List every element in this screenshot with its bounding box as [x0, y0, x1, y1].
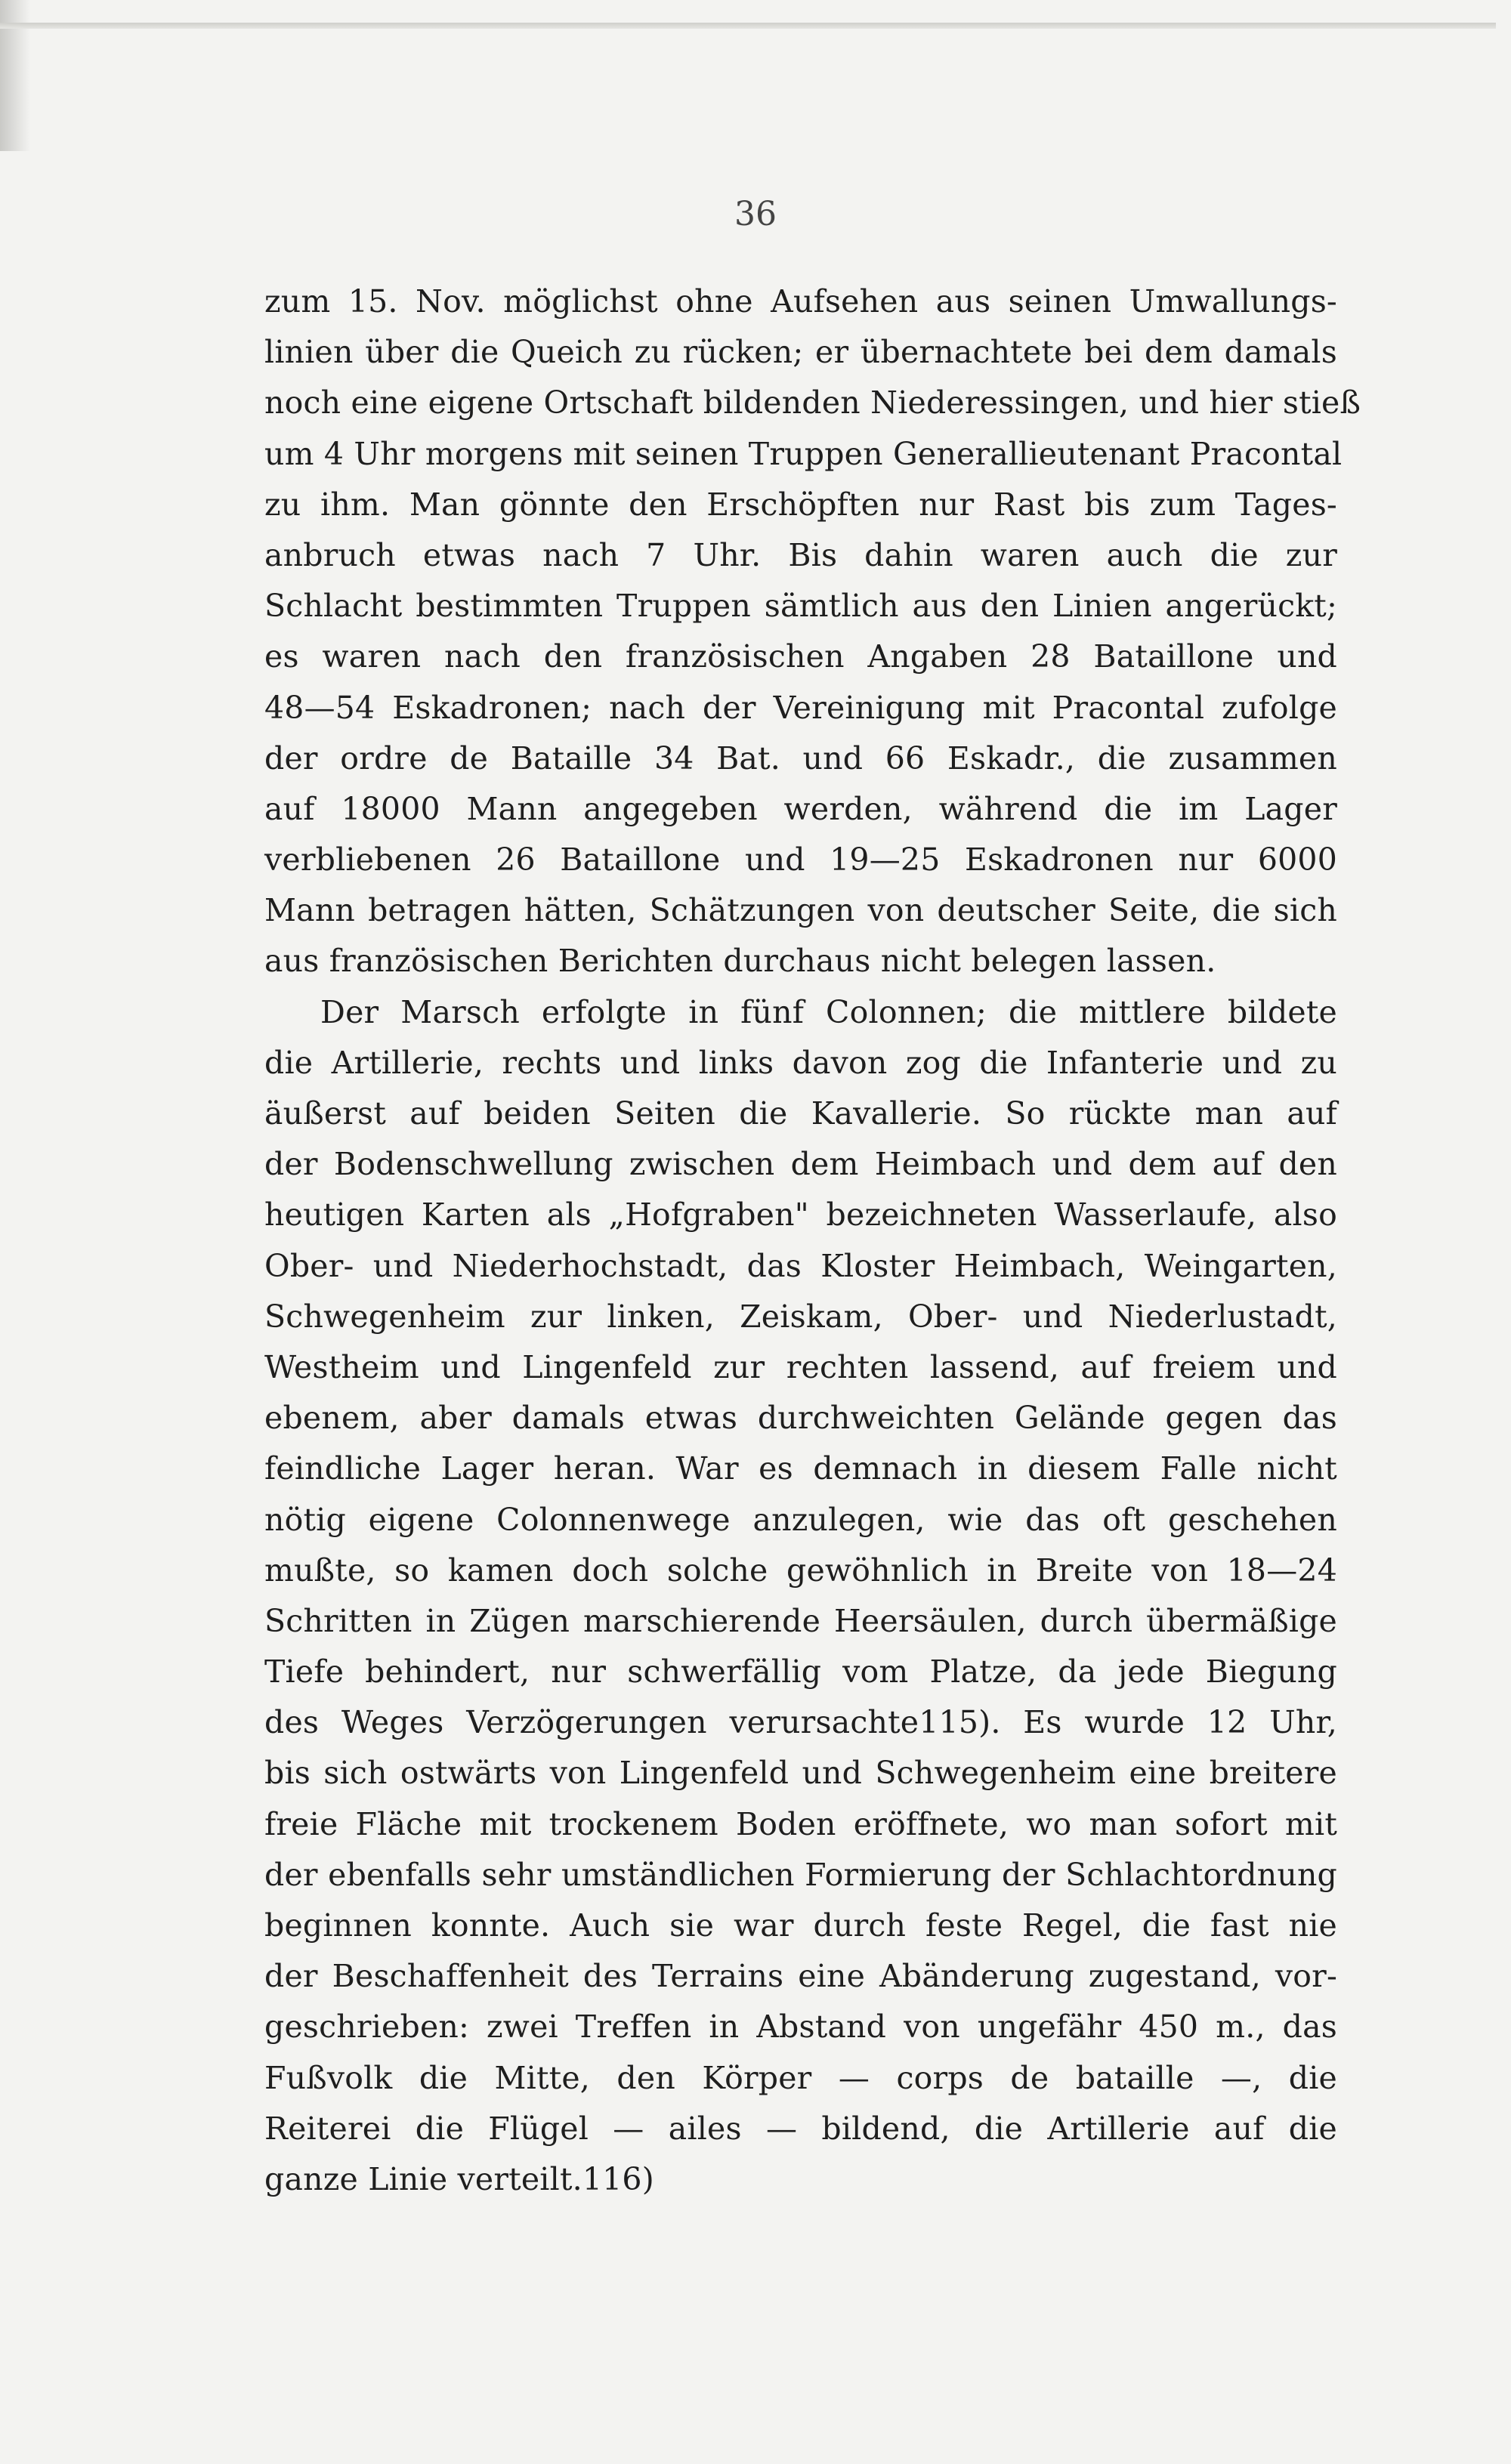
- text-line: der ordre de Bataille 34 Bat. und 66 Eskadr., die zusammen: [264, 740, 1337, 777]
- text-line: äußerst auf beiden Seiten die Kavallerie. So rückte man auf: [264, 1095, 1337, 1132]
- text-line: der Beschaffenheit des Terrains eine Abänderung zugestand, vor-: [264, 1958, 1337, 1995]
- text-line: feindliche Lager heran. War es demnach in diesem Falle nicht: [264, 1450, 1337, 1487]
- body-text: [264, 276, 1361, 2205]
- text-line: 48—54 Eskadronen; nach der Vereinigung mit Pracontal zufolge: [264, 689, 1337, 726]
- text-line: Fußvolk die Mitte, den Körper — corps de bataille —, die: [264, 2059, 1337, 2096]
- text-line: mußte, so kamen doch solche gewöhnlich in Breite von 18—24: [264, 1552, 1337, 1589]
- text-line: Ober- und Niederhochstadt, das Kloster Heimbach, Weingarten,: [264, 1247, 1337, 1284]
- text-line: aus französischen Berichten durchaus nicht belegen lassen.: [264, 943, 1216, 980]
- text-line: beginnen konnte. Auch sie war durch feste Regel, die fast nie: [264, 1907, 1337, 1944]
- text-line: zum 15. Nov. möglichst ohne Aufsehen aus seinen Umwallungs-: [264, 283, 1337, 320]
- text-line: heutigen Karten als „Hofgraben" bezeichneten Wasserlaufe, also: [264, 1196, 1337, 1234]
- text-line: freie Fläche mit trockenem Boden eröffnete, wo man sofort mit: [264, 1805, 1337, 1842]
- text-line: der Bodenschwellung zwischen dem Heimbach und dem auf den: [264, 1146, 1337, 1183]
- text-line: bis sich ostwärts von Lingenfeld und Schwegenheim eine breitere: [264, 1755, 1337, 1792]
- page-number: 36: [734, 195, 777, 233]
- text-line: auf 18000 Mann angegeben werden, während die im Lager: [264, 790, 1337, 827]
- text-line: Westheim und Lingenfeld zur rechten lassend, auf freiem und: [264, 1348, 1337, 1385]
- scan-top-edge: [0, 23, 1496, 29]
- text-line: Schlacht bestimmten Truppen sämtlich aus den Linien angerückt;: [264, 588, 1337, 625]
- text-line: des Weges Verzögerungen verursachte115). Es wurde 12 Uhr,: [264, 1704, 1337, 1741]
- text-line: geschrieben: zwei Treffen in Abstand von ungefähr 450 m., das: [264, 2009, 1337, 2046]
- text-line: linien über die Queich zu rücken; er übernachtete bei dem damals: [264, 334, 1337, 371]
- text-line: noch eine eigene Ortschaft bildenden Niederessingen, und hier stieß: [264, 384, 1361, 421]
- text-line: nötig eigene Colonnenwege anzulegen, wie das oft geschehen: [264, 1501, 1337, 1538]
- text-line: Tiefe behindert, nur schwerfällig vom Platze, da jede Biegung: [264, 1653, 1337, 1691]
- text-line: anbruch etwas nach 7 Uhr. Bis dahin waren auch die zur: [264, 536, 1337, 573]
- text-line: ebenem, aber damals etwas durchweichten Gelände gegen das: [264, 1400, 1337, 1437]
- text-line: um 4 Uhr morgens mit seinen Truppen Generallieutenant Pracontal: [264, 435, 1343, 472]
- text-line: Schwegenheim zur linken, Zeiskam, Ober- und Niederlustadt,: [264, 1298, 1337, 1335]
- text-line: Schritten in Zügen marschierende Heersäulen, durch übermäßige: [264, 1602, 1337, 1639]
- text-line: ganze Linie verteilt.116): [264, 2160, 654, 2197]
- text-line: Mann betragen hätten, Schätzungen von deutscher Seite, die sich: [264, 892, 1337, 929]
- text-line: Reiterei die Flügel — ailes — bildend, die Artillerie auf die: [264, 2110, 1337, 2147]
- text-line: es waren nach den französischen Angaben 28 Bataillone und: [264, 638, 1337, 675]
- text-line: verbliebenen 26 Bataillone und 19—25 Eskadronen nur 6000: [264, 841, 1337, 878]
- text-line: der ebenfalls sehr umständlichen Formierung der Schlachtordnung: [264, 1856, 1337, 1893]
- text-line: zu ihm. Man gönnte den Erschöpften nur Rast bis zum Tages-: [264, 486, 1337, 523]
- paragraph-start-line: Der Marsch erfolgte in fünf Colonnen; die mittlere bildete: [320, 993, 1337, 1030]
- text-line: die Artillerie, rechts und links davon zog die Infanterie und zu: [264, 1044, 1337, 1081]
